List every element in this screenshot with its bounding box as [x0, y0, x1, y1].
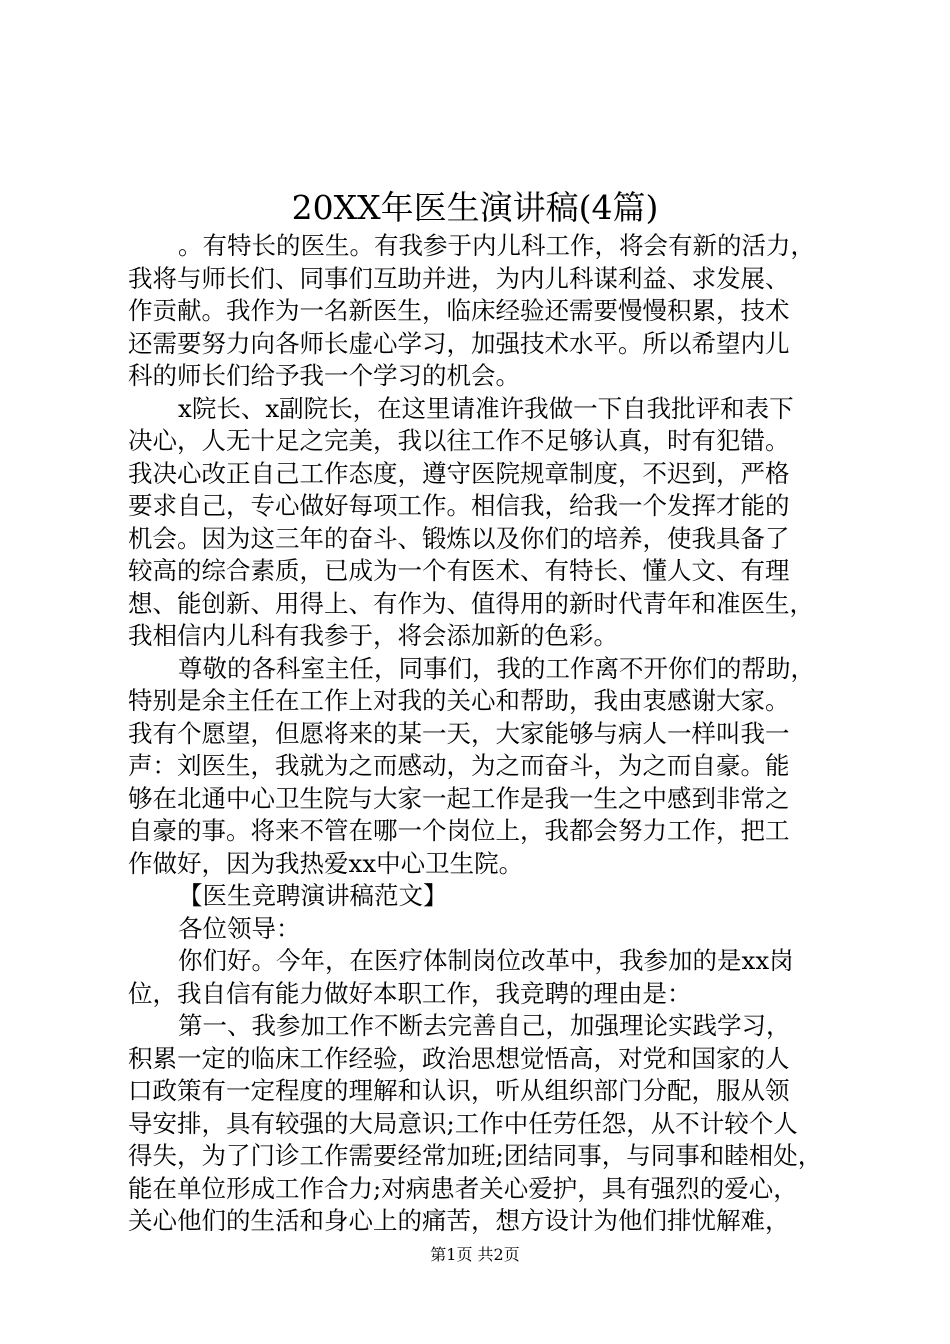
text-line: 我有个愿望，但愿将来的某一天，大家能够与病人一样叫我一: [128, 718, 790, 748]
text-line: 能在单位形成工作合力;对病患者关心爱护，具有强烈的爱心，: [128, 1173, 798, 1203]
text-line: 想、能创新、用得上、有作为、值得用的新时代青年和准医生，: [128, 588, 814, 618]
text-line: 你们好。今年，在医疗体制岗位改革中，我参加的是xx岗: [178, 946, 794, 975]
text-line: 。有特长的医生。有我参于内儿科工作，将会有新的活力，: [178, 231, 815, 260]
text-line: 还需要努力向各师长虚心学习，加强技术水平。所以希望内儿: [128, 328, 790, 358]
text-line: 决心，人无十足之完美，我以往工作不足够认真，时有犯错。: [128, 426, 790, 455]
text-line: 尊敬的各科室主任，同事们，我的工作离不开你们的帮助，: [178, 653, 815, 683]
text-line: 作贡献。我作为一名新医生，临床经验还需要慢慢积累，技术: [128, 296, 790, 325]
text-line: 作做好，因为我热爱xx中心卫生院。: [128, 848, 524, 878]
text-line: 积累一定的临床工作经验，政治思想觉悟高，对党和国家的人: [128, 1043, 790, 1073]
document-title: 20XX年医生演讲稿(4篇): [291, 188, 659, 227]
text-line: 特别是余主任在工作上对我的关心和帮助，我由衷感谢大家。: [128, 686, 790, 715]
text-line: 关心他们的生活和身心上的痛苦，想方设计为他们排忧解难，: [128, 1206, 790, 1235]
text-line: 较高的综合素质，已成为一个有医术、有特长、懂人文、有理: [128, 556, 790, 585]
text-line: 我相信内儿科有我参于，将会添加新的色彩。: [128, 621, 618, 650]
text-line: 要求自己，专心做好每项工作。相信我，给我一个发挥才能的: [128, 491, 790, 520]
text-line: 够在北通中心卫生院与大家一起工作是我一生之中感到非常之: [128, 783, 790, 813]
text-line: 我决心改正自己工作态度，遵守医院规章制度，不迟到，严格: [128, 458, 790, 488]
text-line: 得失，为了门诊工作需要经常加班;团结同事，与同事和睦相处，: [128, 1141, 823, 1170]
page-footer: 第1页 共2页: [430, 1245, 520, 1264]
text-line: 导安排，具有较强的大局意识;工作中任劳任怨，从不计较个人: [128, 1108, 798, 1138]
text-line: 自豪的事。将来不管在哪一个岗位上，我都会努力工作，把工: [128, 816, 790, 845]
text-line: 我将与师长们、同事们互助并进，为内儿科谋利益、求发展、: [128, 263, 790, 293]
text-line: 位，我自信有能力做好本职工作，我竞聘的理由是：: [128, 978, 692, 1008]
section-heading: 【医生竞聘演讲稿范文】: [178, 881, 448, 910]
text-line: x院长、x副院长，在这里请准许我做一下自我批评和表下: [178, 393, 794, 423]
text-line: 科的师长们给予我一个学习的机会。: [128, 361, 520, 390]
text-line: 口政策有一定程度的理解和认识，听从组织部门分配，服从领: [128, 1076, 790, 1105]
text-line: 机会。因为这三年的奋斗、锻炼以及你们的培养，使我具备了: [128, 523, 790, 553]
salutation: 各位领导：: [178, 913, 301, 943]
document-body: [128, 230, 828, 1238]
text-line: 声：刘医生，我就为之而感动，为之而奋斗，为之而自豪。能: [128, 751, 790, 780]
text-line: 第一、我参加工作不断去完善自己，加强理论实践学习，: [178, 1011, 791, 1040]
